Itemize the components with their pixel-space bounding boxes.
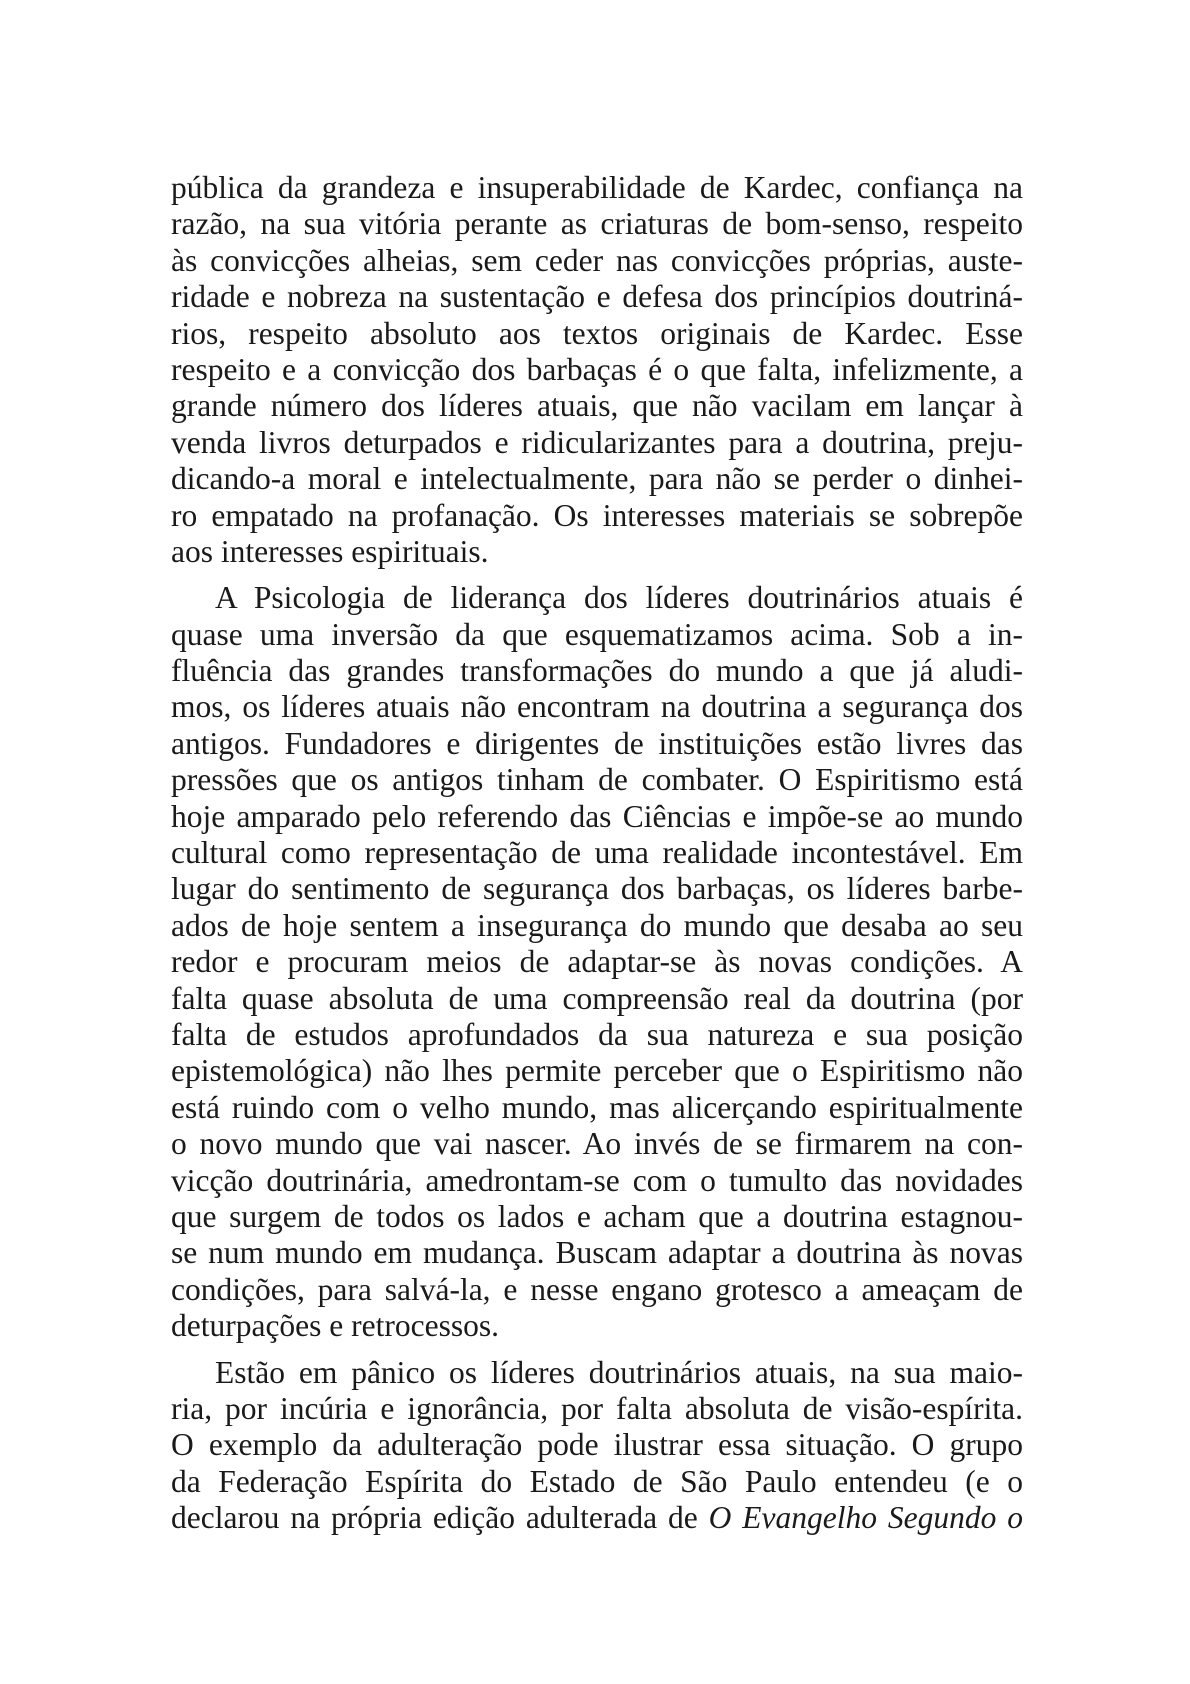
text-line: às convicções alheias, sem ceder nas convicções próprias, auste- [171,242,1023,278]
text-line: hoje amparado pelo referendo das Ciências e impõe-se ao mundo [171,798,1023,834]
text-line: condições, para salvá-la, e nesse engano grotesco a ameaçam de [171,1271,1023,1307]
text-line: aos interesses espirituais. [171,533,489,569]
text-line: da Federação Espírita do Estado de São Paulo entendeu (e o [171,1463,1023,1499]
text-line: cultural como representação de uma realidade incontestável. Em [171,835,1023,871]
text-line: dicando-a moral e intelectualmente, para não se perder o dinhei- [171,461,1023,497]
text-line: O exemplo da adulteração pode ilustrar essa situação. O grupo [171,1427,1023,1463]
text-line: rios, respeito absoluto aos textos originais de Kardec. Esse [171,315,1023,351]
text-line [171,1500,1023,1536]
text-line: respeito e a convicção dos barbaças é o que falta, infelizmente, a [171,351,1023,387]
text-line: vicção doutrinária, amedrontam-se com o tumulto das novidades [171,1162,1023,1198]
text-line: pressões que os antigos tinham de combater. O Espiritismo está [171,762,1023,798]
text-line: pública da grandeza e insuperabilidade de Kardec, confiança na [171,170,1023,205]
book-title-italic: O Evangelho Segundo o [708,1500,1023,1536]
text-line: ria, por incúria e ignorância, por falta absoluta de visão-espírita. [171,1390,1023,1426]
text-line: mos, os líderes atuais não encontram na doutrina a segurança dos [171,689,1023,725]
text-line: lugar do sentimento de segurança dos barbaças, os líderes barbe- [171,871,1023,907]
text-line: deturpações e retrocessos. [171,1308,499,1344]
text-line: falta de estudos aprofundados da sua natureza e sua posição [171,1016,1023,1052]
text-line: fluência das grandes transformações do mundo a que já aludi- [171,653,1023,689]
text-line: redor e procuram meios de adaptar-se às novas condições. A [171,944,1023,980]
text-line: ro empatado na profanação. Os interesses materiais se sobrepõe [171,497,1023,533]
text-line: A Psicologia de liderança dos líderes doutrinários atuais é [215,580,1023,616]
text-line: se num mundo em mudança. Buscam adaptar a doutrina às novas [171,1235,1023,1271]
text-line: grande número dos líderes atuais, que não vacilam em lançar à [171,388,1023,424]
text-line: Estão em pânico os líderes doutrinários atuais, na sua maio- [215,1354,1023,1390]
paragraph-2 [171,580,1023,1344]
paragraph-1 [171,170,1023,570]
text-line: o novo mundo que vai nascer. Ao invés de se firmarem na con- [171,1126,1023,1162]
text-line: razão, na sua vitória perante as criaturas de bom-senso, respeito [171,206,1023,242]
text-line: epistemológica) não lhes permite perceber que o Espiritismo não [171,1053,1023,1089]
text-line: está ruindo com o velho mundo, mas alicerçando espiritualmente [171,1089,1023,1125]
text-line: ados de hoje sentem a insegurança do mundo que desaba ao seu [171,907,1023,943]
text-line: venda livros deturpados e ridicularizantes para a doutrina, preju- [171,424,1023,460]
text-line: antigos. Fundadores e dirigentes de instituições estão livres das [171,725,1023,761]
page-text [171,170,1023,1536]
text-line: falta quase absoluta de uma compreensão real da doutrina (por [171,980,1023,1016]
text-line: quase uma inversão da que esquematizamos acima. Sob a in- [171,616,1023,652]
text-run: declarou na própria edição adulterada de [171,1500,709,1536]
text-line: ridade e nobreza na sustentação e defesa dos princípios doutriná- [171,279,1023,315]
paragraph-3 [171,1355,1023,1537]
text-line: que surgem de todos os lados e acham que a doutrina estagnou- [171,1198,1023,1234]
